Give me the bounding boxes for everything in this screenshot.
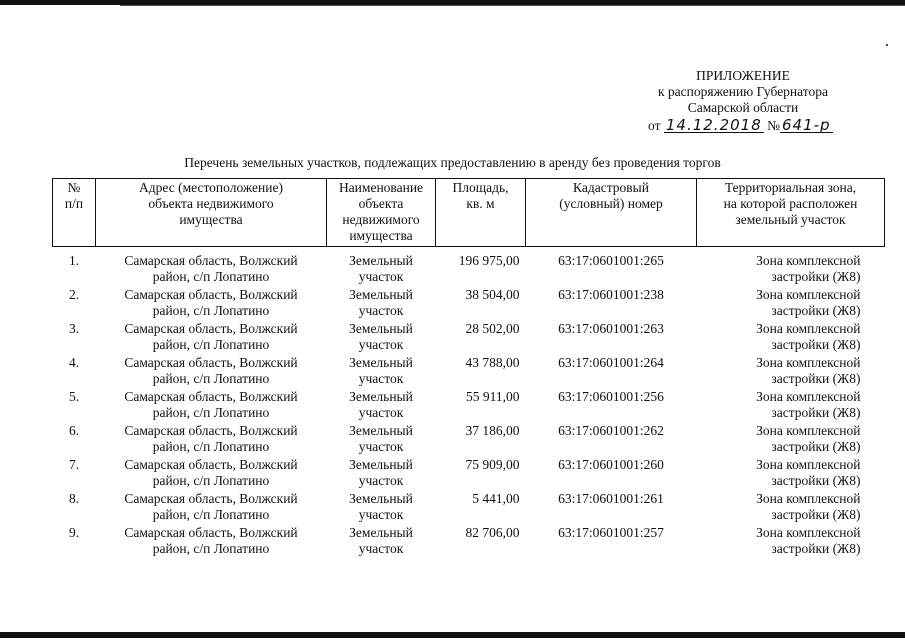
row-zone-text: застройки (Ж8) (771, 439, 861, 454)
row-cadastral-number-text: 63:17:0601001:238 (558, 287, 664, 302)
row-cadastral-number (526, 247, 697, 288)
row-object-name (327, 389, 436, 423)
row-zone-text: Зона комплексной (756, 389, 861, 404)
row-zone-text: застройки (Ж8) (771, 269, 861, 284)
row-cadastral-number (526, 355, 697, 389)
row-cadastral-number (526, 457, 697, 491)
row-address (96, 321, 327, 355)
row-object-name-text: участок (358, 541, 404, 556)
row-area (436, 423, 526, 457)
row-number (53, 287, 96, 321)
row-area-text: 28 502,00 (465, 321, 520, 336)
header-line: недвижимого (342, 212, 420, 227)
row-address (96, 389, 327, 423)
scan-border-bottom (0, 632, 905, 638)
row-object-name (327, 287, 436, 321)
row-cadastral-number (526, 287, 697, 321)
row-zone-text: застройки (Ж8) (771, 541, 861, 556)
row-address-text: Самарская область, Волжский (124, 355, 298, 370)
header-line: № (67, 180, 81, 195)
row-object-name (327, 423, 436, 457)
row-cadastral-number-text: 63:17:0601001:264 (558, 355, 664, 370)
row-object-name (327, 355, 436, 389)
row-area (436, 525, 526, 559)
row-zone-text: Зона комплексной (756, 457, 861, 472)
row-zone (697, 423, 885, 457)
row-cadastral-number-text: 63:17:0601001:256 (558, 389, 664, 404)
header-address (96, 179, 327, 247)
row-number-text: 2. (68, 287, 80, 302)
row-address (96, 423, 327, 457)
row-number (53, 321, 96, 355)
row-zone (697, 321, 885, 355)
header-line: Адрес (местоположение) (139, 180, 283, 195)
header-line: имущества (179, 212, 243, 227)
row-area-text: 37 186,00 (465, 423, 520, 438)
table-row (53, 287, 885, 321)
row-object-name (327, 525, 436, 559)
row-cadastral-number-text: 63:17:0601001:260 (558, 457, 664, 472)
row-number-text: 9. (68, 525, 80, 540)
row-number-text: 6. (68, 423, 80, 438)
scan-speck (886, 44, 888, 46)
row-cadastral-number-text: 63:17:0601001:265 (558, 253, 664, 268)
row-number-text: 4. (68, 355, 80, 370)
row-zone-text: застройки (Ж8) (771, 303, 861, 318)
row-cadastral-number (526, 491, 697, 525)
row-object-name (327, 457, 436, 491)
row-address (96, 491, 327, 525)
row-number-text: 7. (68, 457, 80, 472)
table-row (53, 525, 885, 559)
row-object-name-text: участок (358, 371, 404, 386)
row-zone (697, 287, 885, 321)
row-area (436, 247, 526, 288)
row-zone (697, 355, 885, 389)
row-address-text: Самарская область, Волжский (124, 389, 298, 404)
appendix-line-2: Самарской области (687, 100, 799, 115)
order-line (648, 118, 833, 134)
row-object-name-text: Земельный (349, 321, 413, 336)
row-address-text: Самарская область, Волжский (124, 423, 298, 438)
row-zone-text: застройки (Ж8) (771, 507, 861, 522)
row-number (53, 389, 96, 423)
row-cadastral-number-text: 63:17:0601001:263 (558, 321, 664, 336)
header-object-name (327, 179, 436, 247)
row-cadastral-number-text: 63:17:0601001:261 (558, 491, 664, 506)
row-zone (697, 457, 885, 491)
table-row (53, 247, 885, 288)
header-line: на которой расположен (723, 196, 858, 211)
row-zone-text: Зона комплексной (756, 491, 861, 506)
row-zone-text: застройки (Ж8) (771, 405, 861, 420)
row-object-name (327, 247, 436, 288)
header-number (53, 179, 96, 247)
header-cadastral (526, 179, 697, 247)
header-line: (условный) номер (559, 196, 663, 211)
table-row (53, 423, 885, 457)
row-cadastral-number (526, 389, 697, 423)
row-zone-text: застройки (Ж8) (771, 337, 861, 352)
row-cadastral-number (526, 321, 697, 355)
row-address (96, 457, 327, 491)
row-object-name-text: Земельный (349, 355, 413, 370)
row-object-name-text: участок (358, 439, 404, 454)
row-address-text: район, с/п Лопатино (152, 269, 270, 284)
table-row (53, 389, 885, 423)
row-zone-text: Зона комплексной (756, 423, 861, 438)
header-zone (697, 179, 885, 247)
row-area-text: 38 504,00 (465, 287, 520, 302)
row-area-text: 75 909,00 (465, 457, 520, 472)
row-area-text: 55 911,00 (466, 389, 520, 404)
row-object-name-text: Земельный (349, 457, 413, 472)
row-address (96, 525, 327, 559)
header-line: объекта (358, 196, 404, 211)
row-cadastral-number-text: 63:17:0601001:257 (558, 525, 664, 540)
appendix-title: ПРИЛОЖЕНИЕ (696, 68, 790, 83)
row-area (436, 355, 526, 389)
row-address-text: район, с/п Лопатино (152, 405, 270, 420)
header-line: кв. м (466, 196, 495, 211)
row-object-name-text: Земельный (349, 525, 413, 540)
row-address-text: Самарская область, Волжский (124, 287, 298, 302)
row-area-text: 43 788,00 (465, 355, 520, 370)
header-line: п/п (64, 196, 84, 211)
number-prefix: № (767, 118, 781, 133)
table-row (53, 355, 885, 389)
handwritten-date: 14.12.2018 (665, 116, 762, 134)
row-address-text: район, с/п Лопатино (152, 473, 270, 488)
row-number (53, 247, 96, 288)
row-number-text: 8. (68, 491, 80, 506)
header-line: Площадь, (452, 180, 509, 195)
row-number-text: 1. (68, 253, 80, 268)
row-number (53, 423, 96, 457)
header-line: Кадастровый (573, 180, 649, 195)
land-plots-table (52, 178, 885, 559)
header-line: объекта недвижимого (148, 196, 274, 211)
row-zone-text: застройки (Ж8) (771, 371, 861, 386)
row-zone (697, 491, 885, 525)
row-area-text: 5 441,00 (472, 491, 520, 506)
row-number (53, 457, 96, 491)
row-object-name-text: Земельный (349, 491, 413, 506)
row-zone-text: Зона комплексной (756, 287, 861, 302)
table-row (53, 491, 885, 525)
row-object-name (327, 491, 436, 525)
row-cadastral-number (526, 423, 697, 457)
row-zone-text: Зона комплексной (756, 525, 861, 540)
header-line: Территориальная зона, (724, 180, 857, 195)
table-body (53, 247, 885, 560)
row-object-name-text: участок (358, 473, 404, 488)
row-object-name-text: Земельный (349, 389, 413, 404)
row-number (53, 491, 96, 525)
row-cadastral-number-text: 63:17:0601001:262 (558, 423, 664, 438)
row-object-name (327, 321, 436, 355)
row-address-text: Самарская область, Волжский (124, 253, 298, 268)
appendix-line-1: к распоряжению Губернатора (657, 84, 829, 99)
header-area (436, 179, 526, 247)
date-prefix: от (648, 118, 661, 133)
row-number-text: 3. (68, 321, 80, 336)
row-area (436, 321, 526, 355)
row-object-name-text: Земельный (349, 423, 413, 438)
row-object-name-text: участок (358, 405, 404, 420)
row-number (53, 525, 96, 559)
row-number (53, 355, 96, 389)
row-zone (697, 525, 885, 559)
row-object-name-text: Земельный (349, 253, 413, 268)
table-row (53, 321, 885, 355)
row-zone (697, 389, 885, 423)
row-area-text: 196 975,00 (458, 253, 520, 268)
row-address-text: Самарская область, Волжский (124, 491, 298, 506)
document-title: Перечень земельных участков, подлежащих предоставлению в аренду без проведения торгов (184, 155, 721, 170)
row-zone-text: Зона комплексной (756, 253, 861, 268)
header-line: земельный участок (735, 212, 846, 227)
table-row (53, 457, 885, 491)
handwritten-number: 641-р (782, 116, 831, 134)
table-header-row (53, 179, 885, 247)
row-address-text: район, с/п Лопатино (152, 507, 270, 522)
row-address (96, 287, 327, 321)
row-object-name-text: участок (358, 337, 404, 352)
row-object-name-text: участок (358, 507, 404, 522)
row-area (436, 491, 526, 525)
row-zone-text: Зона комплексной (756, 355, 861, 370)
row-area (436, 389, 526, 423)
header-line: Наименование (338, 180, 424, 195)
row-object-name-text: Земельный (349, 287, 413, 302)
row-zone (697, 247, 885, 288)
row-zone-text: застройки (Ж8) (771, 473, 861, 488)
row-zone-text: Зона комплексной (756, 321, 861, 336)
row-number-text: 5. (68, 389, 80, 404)
row-address-text: Самарская область, Волжский (124, 321, 298, 336)
row-address (96, 247, 327, 288)
row-area-text: 82 706,00 (465, 525, 520, 540)
row-area (436, 287, 526, 321)
scan-border-top-thin (120, 5, 905, 6)
row-address-text: район, с/п Лопатино (152, 541, 270, 556)
row-address-text: Самарская область, Волжский (124, 525, 298, 540)
row-address-text: район, с/п Лопатино (152, 439, 270, 454)
row-cadastral-number (526, 525, 697, 559)
row-area (436, 457, 526, 491)
row-address-text: район, с/п Лопатино (152, 303, 270, 318)
row-address-text: район, с/п Лопатино (152, 337, 270, 352)
row-object-name-text: участок (358, 303, 404, 318)
appendix-block (630, 68, 856, 116)
row-object-name-text: участок (358, 269, 404, 284)
row-address (96, 355, 327, 389)
header-line: имущества (349, 228, 413, 243)
row-address-text: Самарская область, Волжский (124, 457, 298, 472)
row-address-text: район, с/п Лопатино (152, 371, 270, 386)
